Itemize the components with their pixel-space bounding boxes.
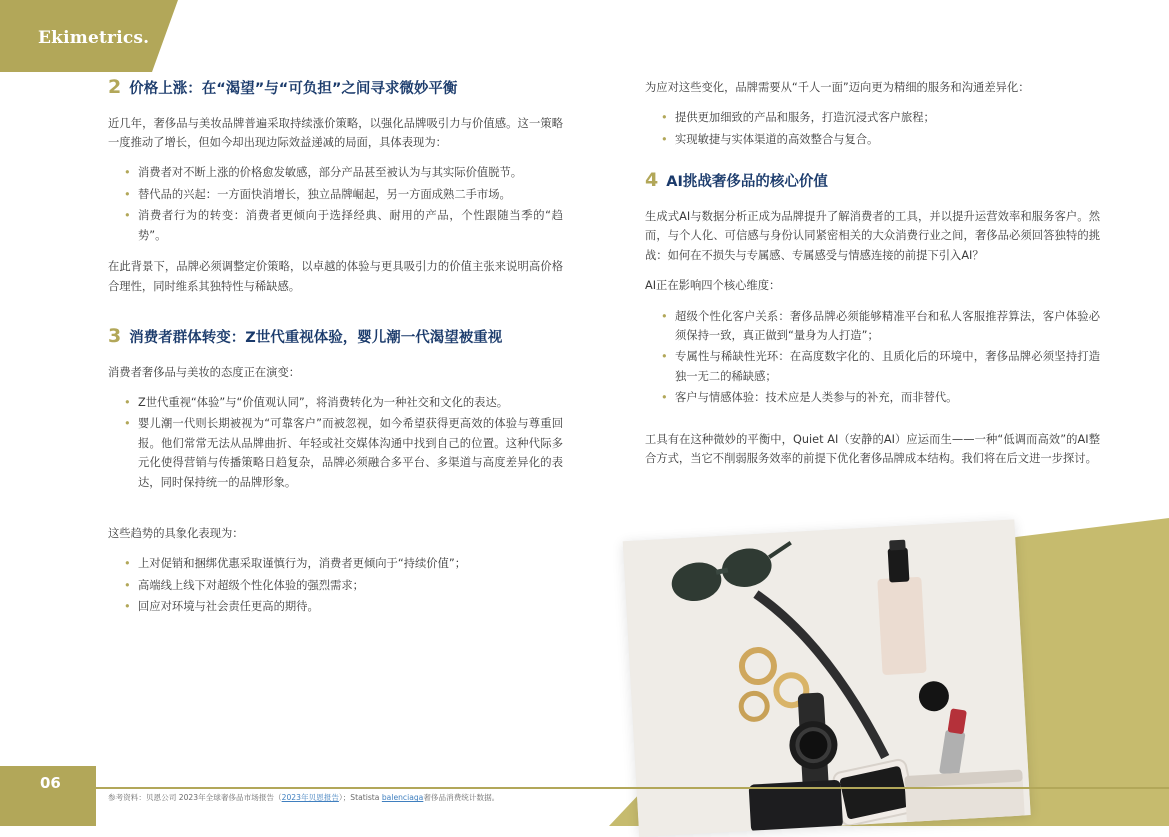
- spacer: [645, 420, 1100, 430]
- paragraph: 消费者奢侈品与美妆的态度正在演变：: [108, 365, 301, 379]
- section-title-4: AI挑战奢侈品的核心价值: [666, 174, 828, 191]
- left-column: [108, 78, 563, 629]
- section-number-3: 3: [108, 324, 122, 347]
- bullet-list-3: [108, 393, 563, 492]
- list-item: • 上对促销和捆绑优惠采取谨慎行为，消费者更倾向于“持续价值”；: [138, 554, 563, 573]
- section-heading-3: [108, 324, 563, 349]
- list-item: • 高端线上线下对超级个性化体验的强烈需求；: [138, 576, 563, 595]
- section-heading-2: [108, 78, 563, 100]
- list-item: • 提供更加细致的产品和服务，打造沉浸式客户旅程；: [675, 108, 1100, 127]
- paragraph: 为应对这些变化，品牌需要从“千人一面”迈向更为精细的服务和沟通差异化：: [645, 81, 1030, 94]
- list-item: • 客户与情感体验：技术应是人类参与的补充，而非替代。: [675, 388, 1100, 407]
- footnote-middle: ）；Statista: [338, 793, 382, 803]
- list-item: • 实现敏捷与实体渠道的高效整合与复合。: [675, 130, 1100, 149]
- page-number: 06: [40, 774, 61, 792]
- paragraph: 近几年，奢侈品与美妆品牌普遍采取持续涨价策略，以强化品牌吸引力与价值感。这一策略一度推动了增长，但如今却出现边际效益递减的局面，具体表现为：: [108, 116, 563, 149]
- spacer: [108, 307, 563, 327]
- list-item: • 消费者对不断上涨的价格愈发敏感，部分产品甚至被认为与其实际价值脱节。: [138, 163, 563, 182]
- list-item: • Z世代重视“体验”与“价值观认同”，将消费转化为一种社交和文化的表达。: [138, 393, 563, 412]
- list-item: • 婴儿潮一代则长期被视为“可靠客户”而被忽视，如今希望获得更高效的体验与尊重回报。他们常常无法从品牌曲折、年轻或社交媒体沟通中找到自己的位置。这种代际多元化使得营销与传播策略日趋复杂，品牌必须融合多平台、多渠道与高度差异化的表达，同时保持统一的品牌形象。: [138, 414, 563, 492]
- footer-rule: [0, 787, 1169, 789]
- section-title-2: 价格上涨：在“渴望”与“可负担”之间寻求微妙平衡: [129, 81, 458, 97]
- footnote-prefix: 参考资料：贝恩公司 2023年全球奢侈品市场报告（: [108, 793, 282, 803]
- bullet-list-2: [108, 163, 563, 245]
- spacer: [108, 504, 563, 524]
- spacer: [645, 161, 1100, 171]
- list-item: • 消费者行为的转变：消费者更倾向于选择经典、耐用的产品，个性跟随当季的“趋势”。: [138, 206, 563, 245]
- section-title-3: 消费者群体转变：Z世代重视体验，婴儿潮一代渴望被重视: [129, 329, 503, 346]
- footnote-suffix: 奢侈品消费统计数据。: [423, 793, 500, 803]
- section-number-2: 2: [108, 76, 122, 98]
- bullet-list-3b: [108, 554, 563, 616]
- section-number-4: 4: [645, 169, 659, 192]
- list-item: • 替代品的兴起：一方面快消增长，独立品牌崛起，另一方面成熟二手市场。: [138, 185, 563, 204]
- paragraph: 在此背景下，品牌必须调整定价策略，以卓越的体验与更具吸引力的价值主张来说明高价格合理性，同时维系其独特性与稀缺感。: [108, 260, 563, 293]
- product-flatlay-photo: [623, 520, 1031, 837]
- list-item: • 超级个性化客户关系：奢侈品牌必须能够精准平台和私人客服推荐算法，客户体验必须保持一致，真正做到“量身为人打造”；: [675, 307, 1100, 346]
- footnote-link-1[interactable]: 2023年贝恩报告: [281, 793, 339, 803]
- footnote-link-2[interactable]: balenciaga: [381, 793, 424, 803]
- right-column: [645, 78, 1100, 479]
- logo: Ekimetrics.: [38, 28, 150, 48]
- bullet-list-continued: [645, 108, 1100, 149]
- paragraph: AI正在影响四个核心维度：: [645, 279, 781, 293]
- paragraph: 生成式AI与数据分析正成为品牌提升了解消费者的工具，并以提升运营效率和服务客户。然而，与个人化、可信感与身份认同紧密相关的大众消费行业之间，奢侈品必须回答独特的挑战：如何在不损失与专属感、专属感受与情感连接的前提下引入AI？: [645, 209, 1100, 262]
- paragraph: 这些趋势的具象化表现为：: [108, 527, 244, 541]
- paragraph: 工具有在这种微妙的平衡中，Quiet AI（安静的AI）应运而生——一种“低调而高效”的AI整合方式，当它不削弱服务效率的前提下优化奢侈品牌成本结构。我们将在后文进一步探讨。: [645, 432, 1100, 466]
- list-item: • 回应对环境与社会责任更高的期待。: [138, 597, 563, 616]
- bullet-list-4: [645, 307, 1100, 408]
- list-item: • 专属性与稀缺性光环：在高度数字化的、且质化后的环境中，奢侈品牌必须坚持打造独一无二的稀缺感；: [675, 347, 1100, 386]
- section-heading-4: [645, 171, 1100, 193]
